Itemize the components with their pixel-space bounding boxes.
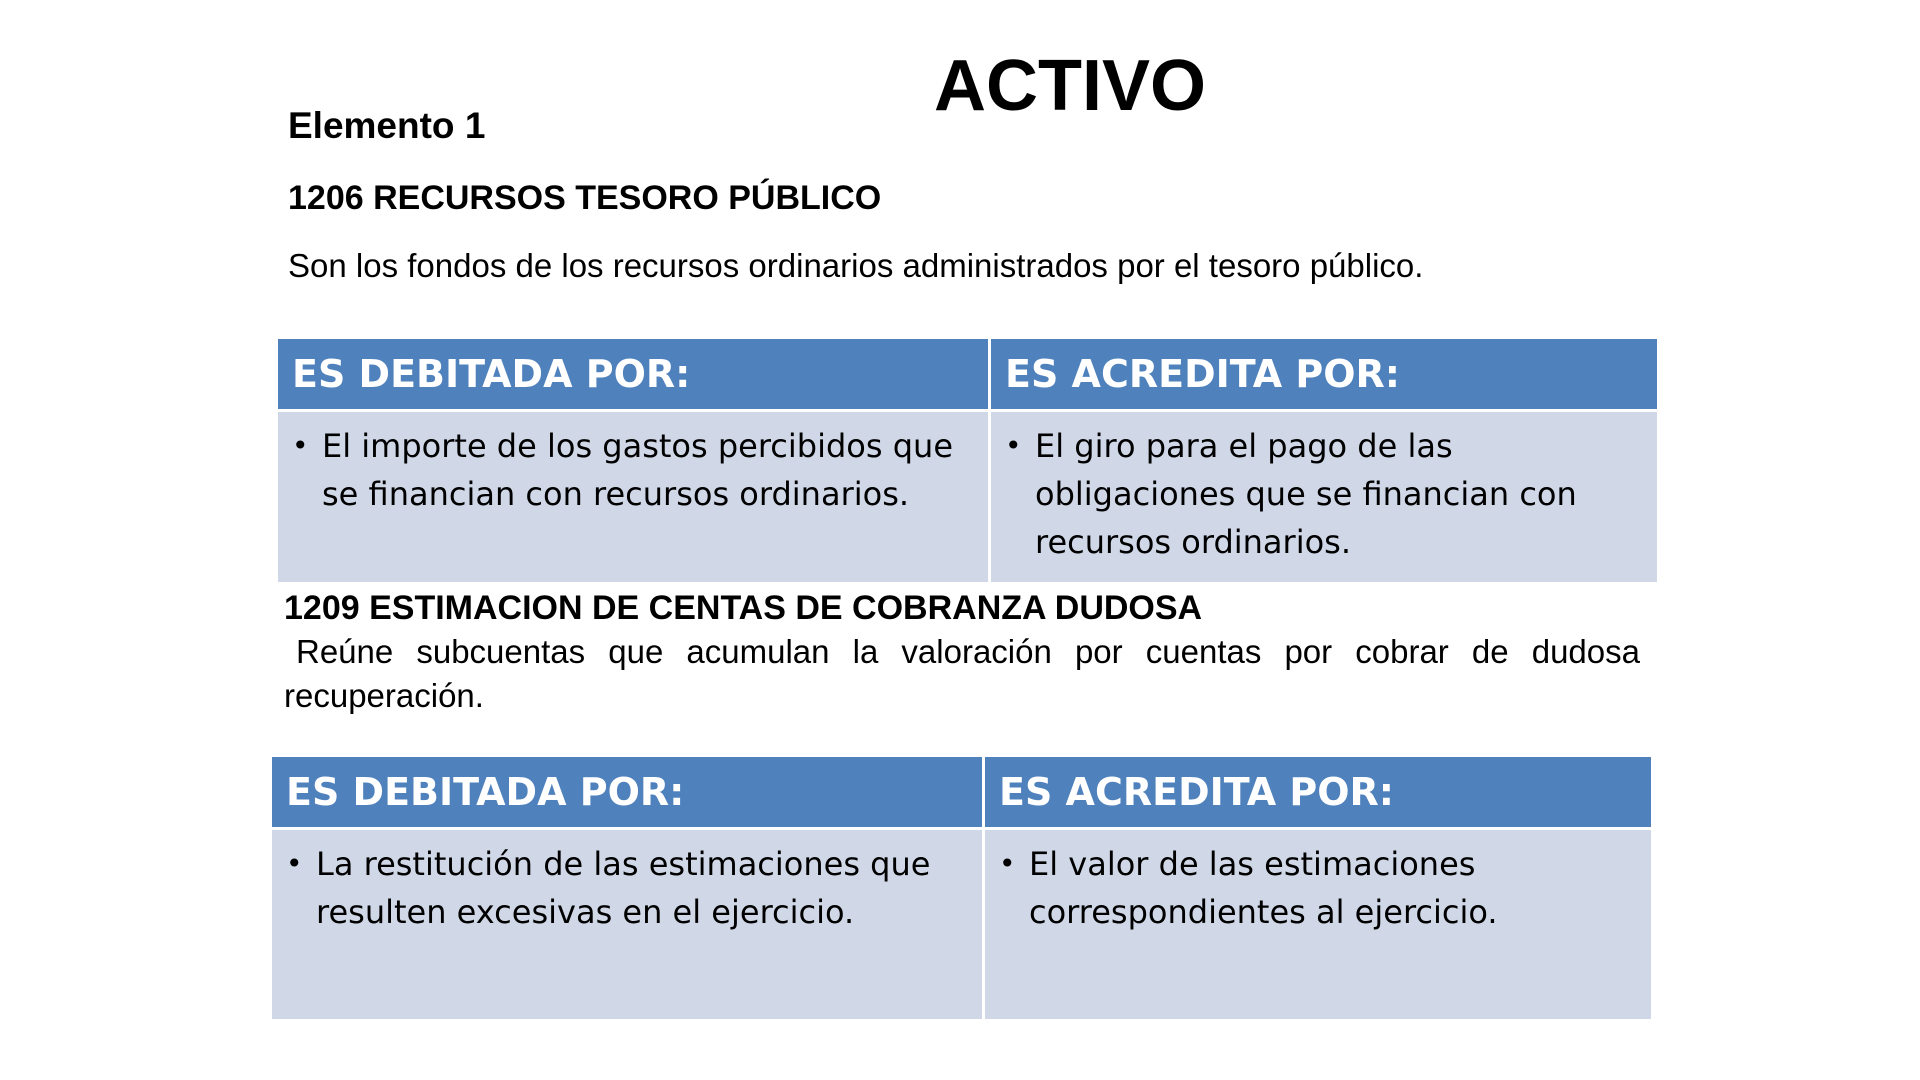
debit-item-text: La restitución de las estimaciones que resulten excesivas en el ejercicio. <box>316 845 931 931</box>
list-item <box>292 422 978 518</box>
list-item <box>1005 422 1647 566</box>
list-item <box>286 840 972 936</box>
bullet-icon: • <box>999 847 1016 880</box>
credit-item-text: El valor de las estimaciones correspondientes al ejercicio. <box>1029 845 1498 931</box>
bullet-icon: • <box>286 847 303 880</box>
credit-header: ES ACREDITA POR: <box>991 339 1657 409</box>
account-1209-description-text: Reúne subcuentas que acumulan la valoración por cuentas por cobrar de dudosa recuperación. <box>284 633 1640 714</box>
credit-item-text: El giro para el pago de las obligaciones que se financian con recursos ordinarios. <box>1035 427 1577 561</box>
account-1209-description <box>284 630 1640 718</box>
account-1209-code: 1209 ESTIMACION DE CENTAS DE COBRANZA DUDOSA <box>284 589 1203 627</box>
debit-item-text: El importe de los gastos percibidos que se financian con recursos ordinarios. <box>322 427 953 513</box>
account-1206-ledger-table <box>278 339 1657 582</box>
debit-cell <box>272 830 982 1019</box>
bullet-icon: • <box>292 429 309 462</box>
debit-cell <box>278 412 988 582</box>
credit-cell <box>991 412 1657 582</box>
slide-title: ACTIVO <box>933 46 1206 126</box>
element-label: Elemento 1 <box>288 105 486 146</box>
credit-cell <box>985 830 1651 1019</box>
debit-header: ES DEBITADA POR: <box>278 339 988 409</box>
debit-header: ES DEBITADA POR: <box>272 757 982 827</box>
credit-header: ES ACREDITA POR: <box>985 757 1651 827</box>
bullet-icon: • <box>1005 429 1022 462</box>
list-item <box>999 840 1641 936</box>
account-1209-ledger-table <box>272 757 1651 1019</box>
account-1206-code: 1206 RECURSOS TESORO PÚBLICO <box>288 179 882 217</box>
account-1206-description: Son los fondos de los recursos ordinarios administrados por el tesoro público. <box>288 247 1424 284</box>
